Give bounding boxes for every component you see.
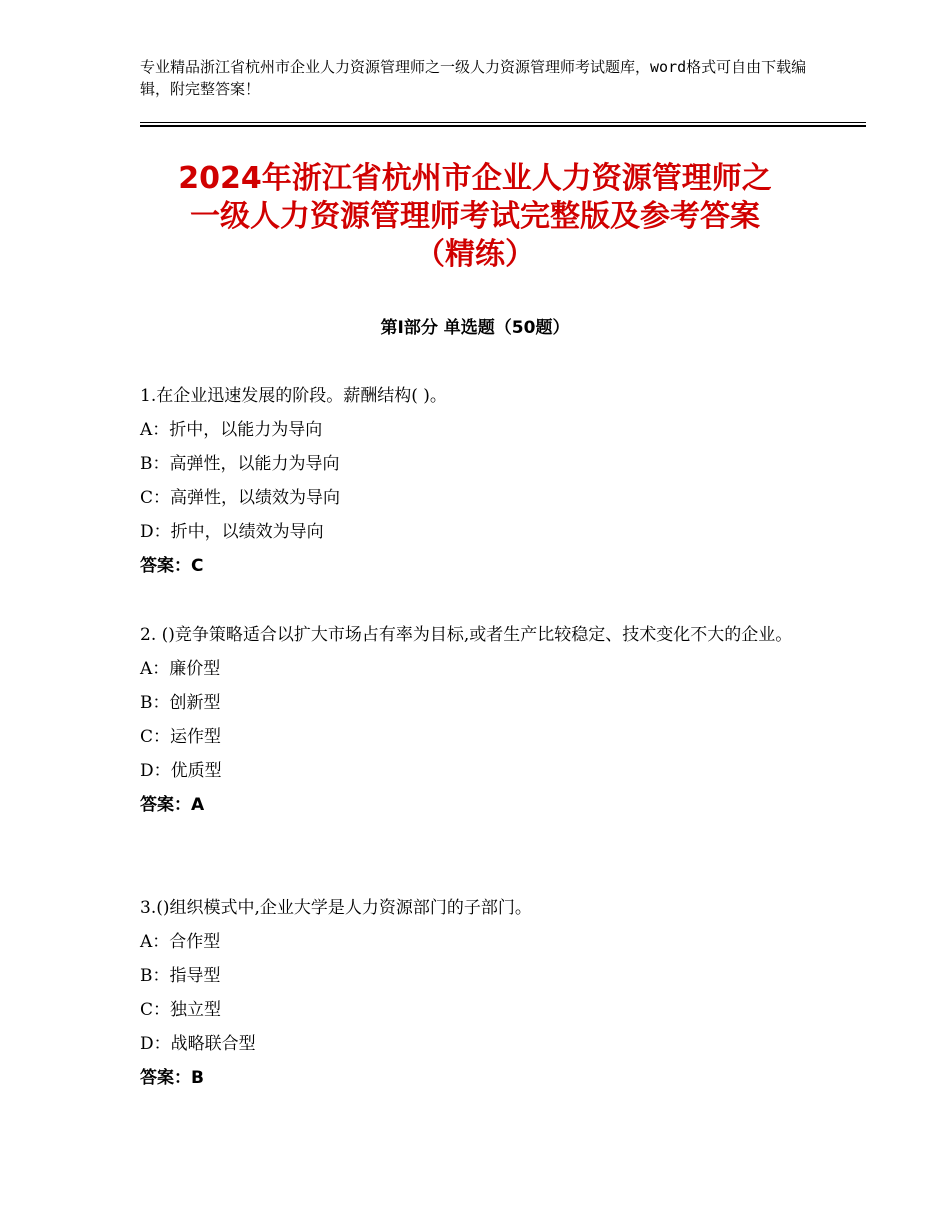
option-c: C：高弹性，以绩效为导向	[140, 488, 341, 508]
question-stem: 1.在企业迅速发展的阶段。薪酬结构( )。	[140, 386, 447, 406]
option-d: D：折中，以绩效为导向	[140, 522, 324, 542]
question-1	[140, 379, 810, 583]
option-a: A：折中，以能力为导向	[140, 420, 323, 440]
option-b: B：指导型	[140, 966, 221, 986]
option-c: C：独立型	[140, 1000, 222, 1020]
answer-label: 答案：A	[140, 795, 205, 815]
answer-label: 答案：C	[140, 556, 204, 576]
question-3	[140, 891, 810, 1095]
title-line-2: 一级人力资源管理师考试完整版及参考答案	[190, 199, 760, 234]
option-d: D：优质型	[140, 761, 222, 781]
option-b: B：高弹性，以能力为导向	[140, 454, 340, 474]
question-stem: 3.()组织模式中,企业大学是人力资源部门的子部门。	[140, 898, 532, 918]
title-line-3: （精练）	[415, 237, 535, 272]
header-divider-top	[140, 122, 866, 123]
header-divider-bottom	[140, 125, 866, 127]
question-2	[140, 618, 810, 822]
option-c: C：运作型	[140, 727, 222, 747]
option-a: A：廉价型	[140, 659, 221, 679]
option-d: D：战略联合型	[140, 1034, 256, 1054]
document-title	[120, 160, 830, 274]
section-title: 第Ⅰ部分 单选题（50题）	[380, 318, 570, 338]
question-stem: 2. ()竞争策略适合以扩大市场占有率为目标,或者生产比较稳定、技术变化不大的企业。	[140, 625, 793, 645]
header-note: 专业精品浙江省杭州市企业人力资源管理师之一级人力资源管理师考试题库，word格式可自由下载编辑，附完整答案！	[140, 58, 807, 98]
option-a: A：合作型	[140, 932, 221, 952]
title-line-1: 2024年浙江省杭州市企业人力资源管理师之	[178, 161, 772, 196]
answer-label: 答案：B	[140, 1068, 204, 1088]
option-b: B：创新型	[140, 693, 221, 713]
